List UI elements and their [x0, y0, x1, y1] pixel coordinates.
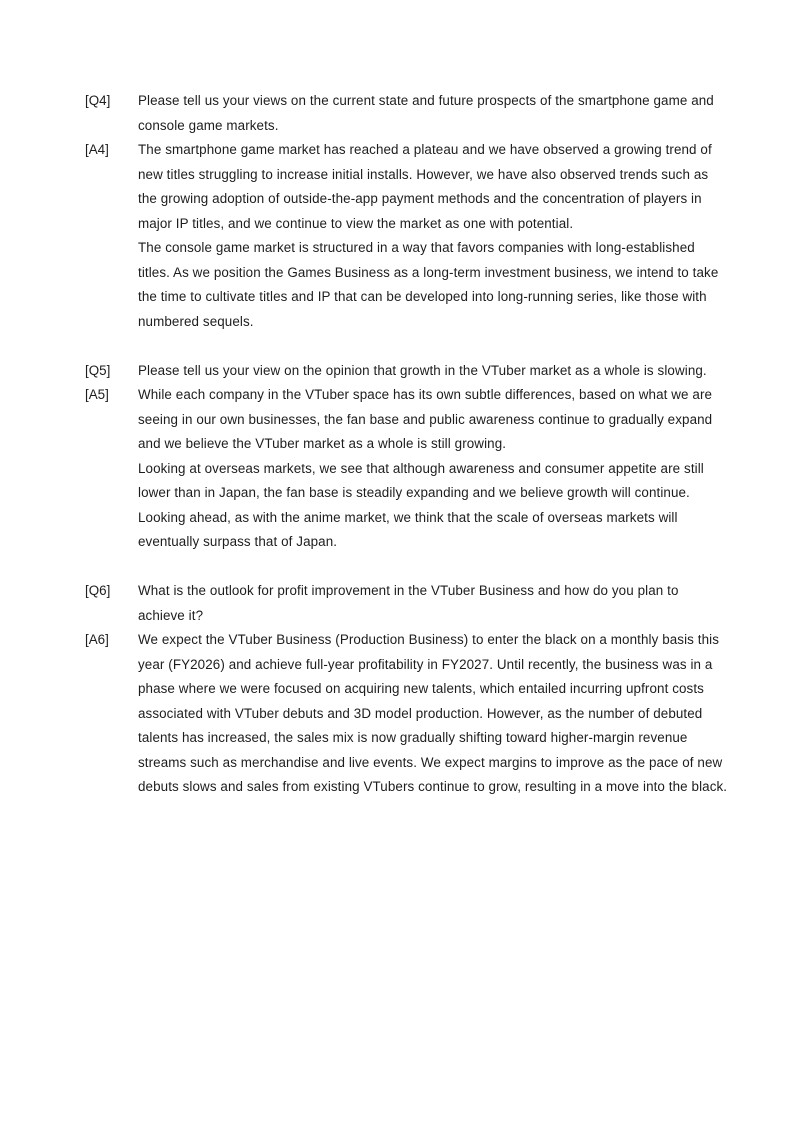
answer-text	[138, 138, 728, 334]
answer-row	[85, 138, 728, 334]
question-paragraph: What is the outlook for profit improvement in the VTuber Business and how do you plan to achieve it?	[138, 583, 679, 623]
question-text	[138, 359, 728, 384]
question-label: [Q4]	[85, 93, 111, 108]
answer-paragraph: The smartphone game market has reached a plateau and we have observed a growing trend of new titles struggling to increase initial installs. However, we have also observed trends such as the growing adoption of outside-the-app payment methods and the concentration of players in major IP titles, and we continue to view the market as one with potential.	[138, 142, 712, 231]
answer-paragraph: Looking at overseas markets, we see that although awareness and consumer appetite are still lower than in Japan, the fan base is steadily expanding and we believe growth will continue. Looking ahead, as with the anime market, we think that the scale of overseas markets will eventually surpass that of Japan.	[138, 460, 704, 549]
answer-label: [A4]	[85, 142, 109, 157]
answer-text	[138, 628, 728, 800]
answer-text	[138, 383, 728, 555]
question-row	[85, 579, 728, 628]
question-paragraph: Please tell us your views on the current state and future prospects of the smartphone game and console game markets.	[138, 93, 714, 133]
answer-label: [A6]	[85, 632, 109, 647]
qa-group	[85, 89, 728, 334]
question-text	[138, 89, 728, 138]
question-paragraph: Please tell us your view on the opinion that growth in the VTuber market as a whole is slowing.	[138, 362, 707, 378]
answer-paragraph: We expect the VTuber Business (Production Business) to enter the black on a monthly basis this year (FY2026) and achieve full-year profitability in FY2027. Until recently, the business was in a phase where we were focused on acquiring new talents, which entailed incurring upfront costs associated with VTuber debuts and 3D model production. However, as the number of debuted talents has increased, the sales mix is now gradually shifting toward higher-margin revenue streams such as merchandise and live events. We expect margins to improve as the pace of new debuts slows and sales from existing VTubers continue to grow, resulting in a move into the black.	[138, 632, 728, 794]
qa-group	[85, 579, 728, 800]
answer-paragraph: While each company in the VTuber space has its own subtle differences, based on what we are seeing in our own businesses, the fan base and public awareness continue to gradually expand and we believe the VTuber market as a whole is still growing.	[138, 387, 713, 451]
answer-row	[85, 383, 728, 555]
question-text	[138, 579, 728, 628]
answer-paragraph: The console game market is structured in a way that favors companies with long-established titles. As we position the Games Business as a long-term investment business, we intend to take the time to cultivate titles and IP that can be developed into long-running series, like those with numbered sequels.	[138, 240, 719, 329]
question-row	[85, 89, 728, 138]
qa-list	[85, 89, 728, 800]
answer-label: [A5]	[85, 387, 109, 402]
question-row	[85, 359, 728, 384]
qa-group	[85, 359, 728, 555]
answer-row	[85, 628, 728, 800]
question-label: [Q5]	[85, 362, 111, 378]
question-label: [Q6]	[85, 583, 111, 598]
